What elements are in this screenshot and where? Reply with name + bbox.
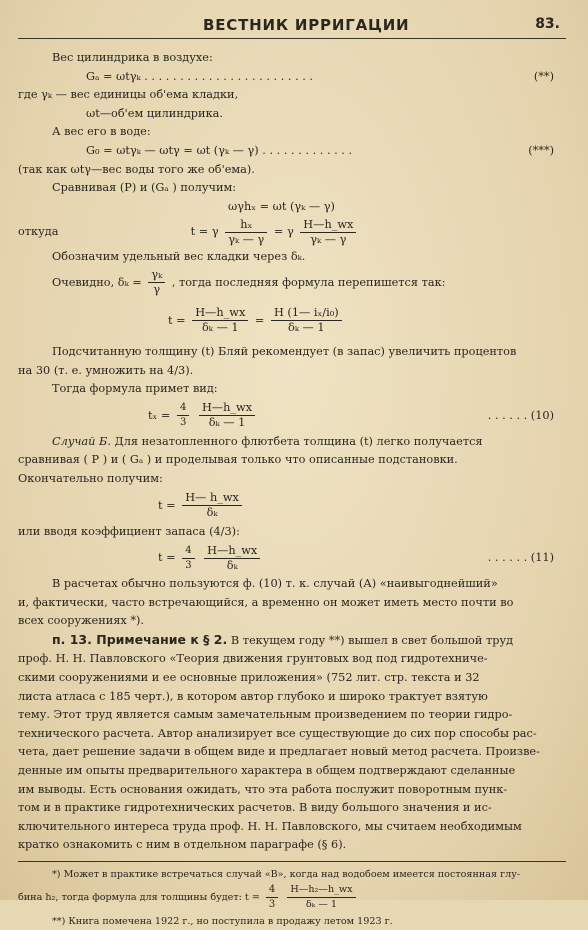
text-line: кратко ознакомить с ним в отдельном параграфе (§ 6). — [18, 838, 347, 852]
text-line: листа атласа с 185 черт.), в котором автор глубоко и широко трактует взятую — [18, 689, 488, 703]
fraction: $\frac{H—h\_wx}{\text{δₖ — 1}}$ — [192, 306, 248, 335]
text-line: ωt—об'ем цилиндрика. — [86, 106, 223, 120]
text-line: Тогда формула примет вид: — [52, 382, 218, 396]
equation-label: . . . . . . (10) — [487, 408, 554, 422]
footnote-line: **) Книга помечена 1922 г., но поступила в продажу летом 1923 г. — [52, 916, 393, 927]
section-heading-line: п. 13. Примечание к § 2. В текущем году **) вышел в свет большой труд — [52, 631, 514, 647]
text-line: А вес его в воде: — [52, 125, 151, 139]
text-line: чета, дает решение задачи в общем виде и предлагает новый метод расчета. Произве- — [18, 745, 540, 759]
formula: t = — [158, 498, 176, 512]
text-line: технического расчета. Автор анализирует все существующие до сих пор способы рас- — [18, 726, 537, 740]
page-number: 83. — [535, 16, 560, 32]
fraction: $\frac{\text{H—h₂—h\_wx}}{\text{δₖ — 1}}$ — [287, 883, 355, 912]
formula-line — [18, 216, 566, 248]
text: откуда — [18, 225, 59, 239]
text-line: Случай Б. Для незатопленного флютбета толщина (t) легко получается — [52, 434, 483, 448]
formula-line — [18, 299, 566, 343]
formula-line — [18, 267, 566, 299]
text-line: и, фактически, часто встречающийся, а временно он может иметь место почти во — [18, 595, 514, 609]
formula: G₀ = ωtγₖ — ωtγ = ωt (γₖ — γ) . . . . . . . . . . . . . — [86, 143, 353, 157]
formula: t = — [158, 551, 176, 565]
fraction: $\frac{H—h\_wx}{\text{δₖ — 1}}$ — [199, 401, 255, 430]
formula-line — [18, 489, 566, 523]
formula-line — [18, 541, 566, 575]
footnotes — [18, 861, 566, 930]
text-line: где γₖ — вес единицы об'ема кладки, — [18, 88, 239, 102]
equation-label: (***) — [528, 143, 554, 157]
text-line: проф. Н. Н. Павловского «Теория движения грунтовых вод под гидротехниче- — [18, 652, 488, 666]
formula: t = — [168, 313, 186, 327]
text: Очевидно, δₖ = — [52, 275, 142, 289]
formula: tₓ = — [148, 408, 171, 422]
fraction: $\frac{4}{3}$ — [177, 401, 189, 430]
fraction: $\frac{\text{γₖ}}{\gamma}$ — [148, 268, 165, 297]
text-line: ключительного интереса труда проф. Н. Н. Павловского, мы считаем необходимым — [18, 819, 522, 833]
text: , тогда последняя формула перепишется так: — [171, 275, 446, 289]
text-line: на 30 (т. е. умножить на 4/3). — [18, 363, 194, 377]
formula: Gₐ = ωtγₖ . . . . . . . . . . . . . . . . . . . . . . . . — [86, 69, 314, 83]
running-header — [18, 14, 566, 39]
formula: = — [254, 313, 265, 327]
text-line: Вес цилиндрика в воздухе: — [52, 51, 213, 64]
text-line: денные им опыты предварительного характера в общем подтверждают сделанные — [18, 764, 516, 778]
text-line: скими сооружениями и ее основные приложения» (752 лит. стр. текста и 32 — [18, 671, 480, 685]
article-body — [18, 49, 566, 930]
formula: = γ — [273, 225, 294, 239]
text-line: им выводы. Есть основания ожидать, что эта работа послужит поворотным пунк- — [18, 782, 508, 796]
footnote-line: *) Может в практике встречаться случай «В», когда над водобоем имеется постоянная глу- — [52, 869, 521, 880]
text-line: Сравнивая (Р) и (Gₐ ) получим: — [52, 181, 237, 195]
formula-line — [18, 68, 566, 87]
footnote-line — [18, 883, 566, 913]
fraction: $\frac{H—h\_wx}{\text{γₖ — γ}}$ — [300, 218, 356, 247]
fraction: $\frac{\text{H (1— iₓ/i₀)}}{\text{δₖ — 1}}$ — [271, 306, 342, 335]
fraction: $\frac{\text{hₓ}}{\text{γₖ — γ}}$ — [225, 218, 267, 247]
fraction: $\frac{H— h\_wx}{\text{δₖ}}$ — [182, 491, 242, 520]
text-line: Окончательно получим: — [18, 471, 163, 485]
formula: t = γ — [190, 225, 219, 239]
text-line: В расчетах обычно пользуются ф. (10) т. к. случай (А) «наивыгоднейший» — [52, 577, 498, 591]
equation-label: (**) — [533, 69, 554, 83]
text-line: всех сооружениях *). — [18, 614, 145, 628]
fraction: $\frac{H—h\_wx}{\text{δₖ}}$ — [204, 544, 260, 573]
fraction: $\frac{4}{3}$ — [182, 544, 194, 573]
text-line: том и в практике гидротехнических расчетов. В виду большого значения и ис- — [18, 801, 492, 815]
equation-label: . . . . . . (11) — [487, 551, 554, 565]
case-label: Случай Б. — [52, 434, 111, 448]
text-line: тему. Этот труд является самым замечательным произведением по теории гидро- — [18, 708, 513, 722]
text-line: (так как ωtγ—вес воды того же об'ема). — [18, 162, 255, 176]
formula-line: ωγhₓ = ωt (γₖ — γ) — [228, 199, 335, 213]
text-line: сравнивая ( Р ) и ( Gₐ ) и проделывая только что описанные подстановки. — [18, 453, 458, 467]
text-line: Обозначим удельный вес кладки через δₖ. — [52, 250, 306, 264]
text-line: Подсчитанную толщину (t) Бляй рекомендует (в запас) увеличить процентов — [52, 344, 517, 358]
section-heading: п. 13. Примечание к § 2. — [52, 631, 228, 647]
fraction: $\frac{4}{3}$ — [266, 883, 278, 912]
formula-line — [18, 399, 566, 433]
formula-line — [18, 142, 566, 161]
footnote-text: бина h₂, тогда формула для толщины будет: t = — [18, 892, 260, 903]
journal-title: ВЕСТНИК ИРРИГАЦИИ — [203, 16, 410, 34]
text-line: или вводя коэффициент запаса (4/3): — [18, 524, 240, 538]
